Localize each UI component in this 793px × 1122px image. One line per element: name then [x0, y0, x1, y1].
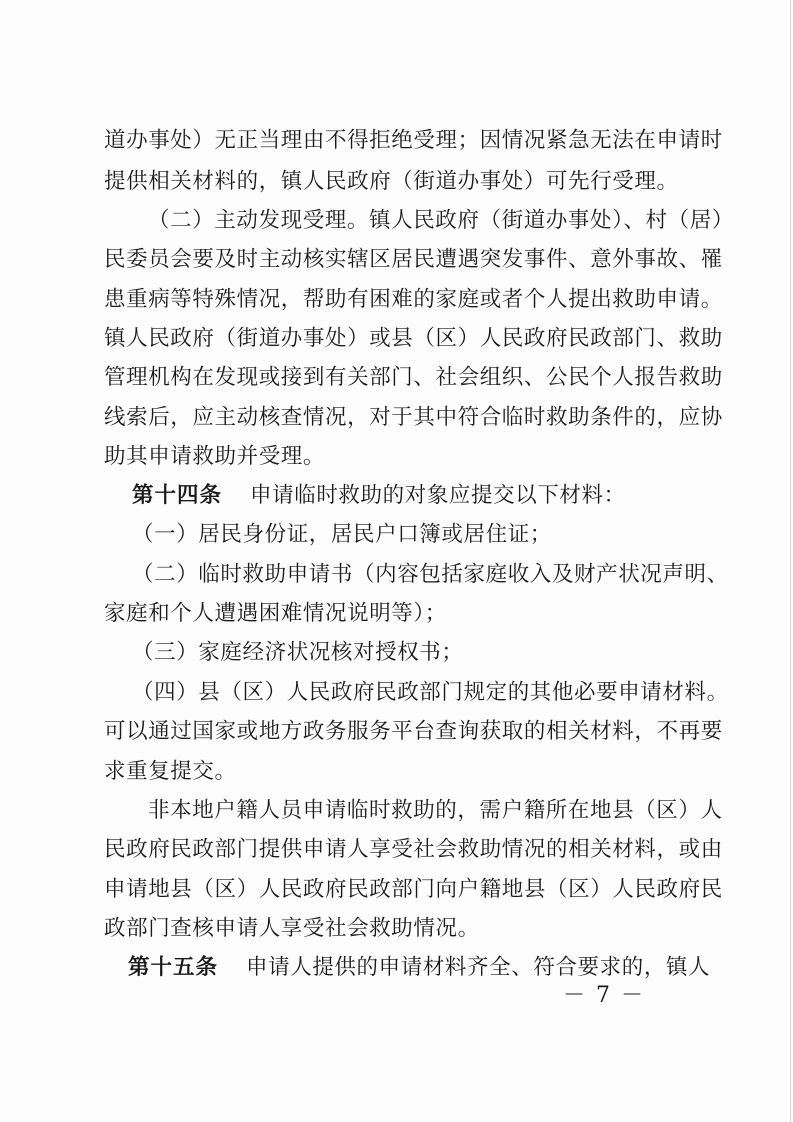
- text-line: 提供相关材料的，镇人民政府（街道办事处）可先行受理。: [104, 169, 679, 194]
- text-line: 求重复提交。: [104, 759, 237, 784]
- page-edge: [790, 0, 791, 1122]
- text-line: 助其申请救助并受理。: [104, 444, 326, 469]
- text-line: 申请临时救助的对象应提交以下材料：: [250, 483, 626, 508]
- text-line: 线索后，应主动核查情况，对于其中符合临时救助条件的，应协: [104, 405, 723, 430]
- page-number: － 7 －: [563, 983, 645, 1008]
- text-line: 申请人提供的申请材料齐全、符合要求的，镇人: [246, 955, 711, 980]
- text-line: 民政府民政部门提供申请人享受社会救助情况的相关材料，或由: [104, 837, 723, 862]
- article-heading: 第十五条: [128, 955, 219, 980]
- text-line: 政部门查核申请人享受社会救助情况。: [104, 916, 480, 941]
- text-line: 镇人民政府（街道办事处）或县（区）人民政府民政部门、救助: [104, 326, 723, 351]
- text-line: 患重病等特殊情况，帮助有困难的家庭或者个人提出救助申请。: [104, 287, 723, 312]
- text-line: 道办事处）无正当理由不得拒绝受理；因情况紧急无法在申请时: [104, 128, 723, 153]
- text-line: （一）居民身份证，居民户口簿或居住证；: [132, 522, 552, 547]
- text-line: （二）主动发现受理。镇人民政府（街道办事处）、村（居）: [148, 208, 734, 233]
- text-line: 家庭和个人遭遇困难情况说明等）；: [104, 601, 447, 626]
- text-line: 可以通过国家或地方政务服务平台查询获取的相关材料，不再要: [104, 719, 723, 744]
- text-line: 申请地县（区）人民政府民政部门向户籍地县（区）人民政府民: [104, 877, 723, 902]
- article-heading: 第十四条: [132, 483, 223, 508]
- text-line: 非本地户籍人员申请临时救助的，需户籍所在地县（区）人: [148, 798, 723, 823]
- text-line: （二）临时救助申请书（内容包括家庭收入及财产状况声明、: [132, 562, 729, 587]
- text-line: （四）县（区）人民政府民政部门规定的其他必要申请材料。: [132, 680, 729, 705]
- text-line: （三）家庭经济状况核对授权书；: [132, 640, 464, 665]
- text-line: 民委员会要及时主动核实辖区居民遭遇突发事件、意外事故、罹: [104, 247, 723, 272]
- article-fourteen-line: [132, 482, 626, 510]
- article-fifteen-line: [128, 954, 710, 982]
- text-line: 管理机构在发现或接到有关部门、社会组织、公民个人报告救助: [104, 365, 723, 390]
